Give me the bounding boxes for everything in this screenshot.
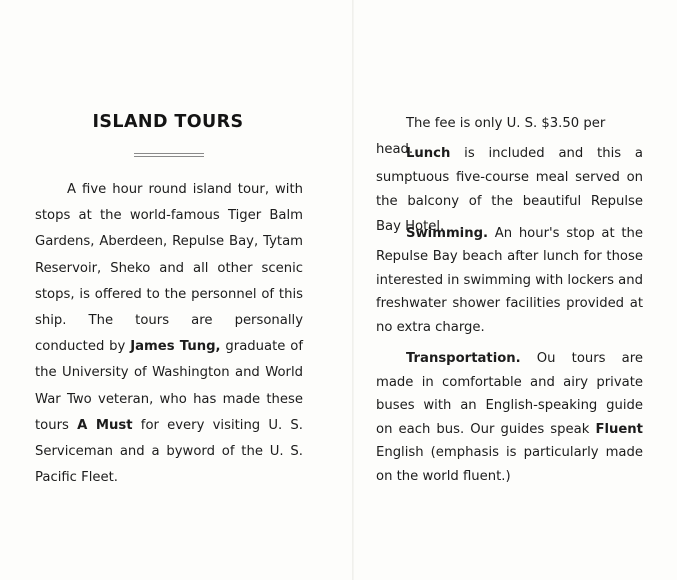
transportation-text-2: English (emphasis is particularly made on the world fluent.) bbox=[376, 445, 643, 484]
transportation-paragraph bbox=[376, 347, 643, 489]
tour-description bbox=[35, 177, 303, 491]
lunch-text: is included and this a sumptuous five-course meal served on the balcony of the beautiful Repulse Bay Hotel. bbox=[376, 146, 643, 234]
page-title: ISLAND TOURS bbox=[92, 112, 244, 132]
tour-description-text-1: A five hour round island tour, with stops at the world-famous Tiger Balm Gardens, Aberdeen, Repulse Bay, Tytam Reservoir, Sheko and all other scenic stops, is offered to the personnel of this ship. The tours are personally conducted by bbox=[35, 182, 303, 355]
tour-description-text-3: for every visiting U. S. Serviceman and a byword of the U. S. Pacific Fleet. bbox=[35, 417, 303, 486]
fee-paragraph: The fee is only U. S. $3.50 per head. bbox=[376, 116, 606, 158]
right-page bbox=[354, 0, 677, 580]
transportation-heading: Transportation. bbox=[406, 351, 521, 366]
swimming-heading: Swimming. bbox=[406, 226, 489, 241]
swimming-text: An hour's stop at the Repulse Bay beach after lunch for those interested in swimming with lockers and freshwater shower facilities provided at no extra charge. bbox=[376, 226, 643, 335]
tour-emphasis: A Must bbox=[77, 417, 133, 433]
title-divider bbox=[134, 153, 204, 157]
lunch-heading: Lunch bbox=[406, 146, 451, 161]
transportation-text-1: Ou tours are made in comfortable and airy private buses with an English-speaking guide on each bus. Our guides speak bbox=[376, 351, 643, 437]
tour-description-text-2: graduate of the University of Washington and World War Two veteran, who has made these tours bbox=[35, 339, 303, 433]
swimming-paragraph bbox=[376, 222, 643, 339]
transportation-emphasis: Fluent bbox=[595, 421, 643, 437]
guide-name: James Tung, bbox=[130, 339, 221, 355]
